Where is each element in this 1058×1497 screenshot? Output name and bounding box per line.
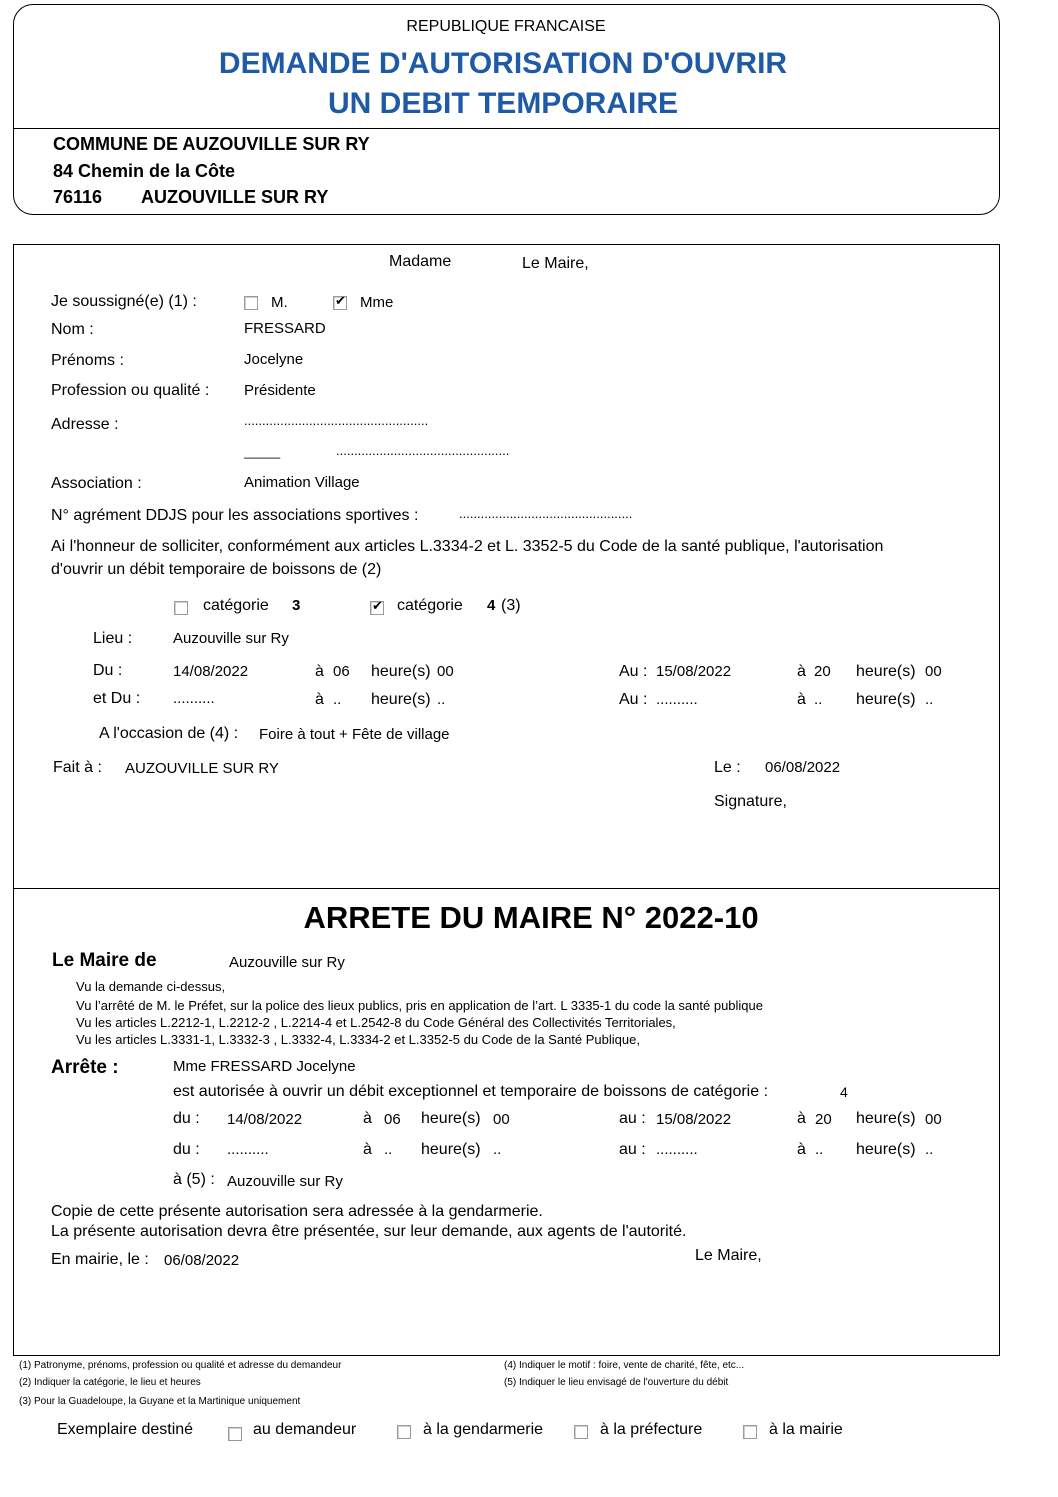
- decree-to2-hours-label: heure(s): [856, 1141, 916, 1158]
- considering-4: Vu les articles L.3331-1, L.3332-3 , L.3332-4, L.3334-2 et L.3352-5 du Code de la Santé Publique,: [76, 1032, 640, 1047]
- date-value[interactable]: 06/08/2022: [765, 759, 841, 776]
- mayor-town: Auzouville sur Ry: [229, 954, 345, 971]
- category4-number: 4: [487, 597, 496, 614]
- category4-note: (3): [501, 597, 521, 614]
- signature-label: Signature,: [714, 793, 787, 810]
- commune-postcode: 76116: [53, 187, 103, 207]
- copy-gendarmerie-label: à la gendarmerie: [423, 1421, 544, 1438]
- decree-to-minutes: 00: [925, 1111, 942, 1128]
- category4-label: catégorie: [397, 597, 463, 614]
- decree-to2-date: ..........: [656, 1141, 698, 1158]
- decree-title: ARRETE DU MAIRE N° 2022-10: [303, 900, 759, 935]
- copy-gendarmerie-checkbox[interactable]: [397, 1425, 411, 1439]
- footnote-3: (3) Pour la Guadeloupe, la Guyane et la Martinique uniquement: [19, 1396, 301, 1407]
- to-hour[interactable]: 20: [814, 663, 831, 680]
- category3-label: catégorie: [203, 597, 269, 614]
- decree-from2-hour: ..: [384, 1141, 393, 1158]
- decree-to-hours-label: heure(s): [856, 1110, 916, 1127]
- decree-from2-minutes: ..: [493, 1141, 502, 1158]
- from-date[interactable]: 14/08/2022: [173, 663, 249, 680]
- copy-destination-label: Exemplaire destiné: [57, 1421, 194, 1438]
- to2-hours-label: heure(s): [856, 691, 916, 708]
- to2-minutes[interactable]: ..: [925, 691, 934, 708]
- considering-1: Vu la demande ci-dessus,: [76, 979, 226, 994]
- decree-place-label: à (5) :: [173, 1171, 215, 1188]
- decree-from2-at-label: à: [363, 1141, 372, 1158]
- place-label: Lieu :: [93, 630, 133, 647]
- decree-category: 4: [840, 1084, 848, 1100]
- decree-to-label: au :: [619, 1110, 646, 1127]
- decree-to2-minutes: ..: [925, 1141, 934, 1158]
- main-form-box: [13, 244, 1000, 1356]
- decree-holder: Mme FRESSARD Jocelyne: [173, 1058, 356, 1075]
- firstname-label: Prénoms :: [51, 352, 124, 369]
- commune-street: 84 Chemin de la Côte: [53, 161, 236, 181]
- place-value[interactable]: Auzouville sur Ry: [173, 630, 289, 647]
- salutation-madame: Madame: [389, 253, 452, 270]
- footnote-2: (2) Indiquer la catégorie, le lieu et heures: [19, 1377, 201, 1388]
- copy-prefecture-checkbox[interactable]: [574, 1425, 588, 1439]
- decree-from-label: du :: [173, 1110, 200, 1127]
- from-hours-label: heure(s): [371, 663, 431, 680]
- town-hall-label: En mairie, le :: [51, 1251, 149, 1268]
- address-postcode[interactable]: _____: [244, 444, 281, 459]
- date-label: Le :: [714, 759, 741, 776]
- mrs-checkbox[interactable]: [333, 293, 347, 310]
- to-at-label: à: [797, 663, 806, 680]
- check-mark-icon: ✔: [372, 598, 383, 613]
- decree-from2-hours-label: heure(s): [421, 1141, 481, 1158]
- decree-to2-at-label: à: [797, 1141, 806, 1158]
- done-at-label: Fait à :: [53, 759, 102, 776]
- association-value[interactable]: Animation Village: [244, 474, 360, 491]
- decree-to-at-label: à: [797, 1110, 806, 1127]
- to-minutes[interactable]: 00: [925, 663, 942, 680]
- to-hours-label: heure(s): [856, 663, 916, 680]
- from2-minutes[interactable]: ..: [437, 691, 446, 708]
- occasion-value[interactable]: Foire à tout + Fête de village: [259, 726, 450, 743]
- salutation-mayor: Le Maire,: [522, 255, 589, 272]
- check-mark-icon: ✔: [335, 293, 346, 308]
- decree-place-value: Auzouville sur Ry: [227, 1173, 343, 1190]
- decree-from-at-label: à: [363, 1110, 372, 1127]
- form-title-line1: DEMANDE D'AUTORISATION D'OUVRIR: [218, 47, 788, 80]
- decree-to-date: 15/08/2022: [656, 1111, 732, 1128]
- category3-number: 3: [292, 597, 301, 614]
- to2-at-label: à: [797, 691, 806, 708]
- decree-from-minutes: 00: [493, 1111, 510, 1128]
- from-hour[interactable]: 06: [333, 663, 350, 680]
- mrs-label: Mme: [360, 294, 394, 311]
- decree-divider: [14, 888, 999, 889]
- considering-3: Vu les articles L.2212-1, L.2212-2 , L.2214-4 et L.2542-8 du Code Général des Collectivités Territoriales,: [76, 1015, 676, 1030]
- commune-city: AUZOUVILLE SUR RY: [141, 187, 329, 207]
- from-label: Du :: [93, 662, 123, 679]
- mr-checkbox[interactable]: [244, 296, 258, 310]
- mr-label: M.: [271, 294, 288, 311]
- undersigned-label: Je soussigné(e) (1) :: [51, 293, 197, 310]
- decree-to2-label: au :: [619, 1141, 646, 1158]
- address-line1[interactable]: ...................................................: [244, 413, 429, 428]
- done-at-value[interactable]: AUZOUVILLE SUR RY: [125, 760, 279, 777]
- address-label: Adresse :: [51, 416, 119, 433]
- decree-from-date: 14/08/2022: [227, 1111, 303, 1128]
- decree-from2-label: du :: [173, 1141, 200, 1158]
- decree-to-hour: 20: [815, 1111, 832, 1128]
- decree-from2-date: ..........: [227, 1141, 269, 1158]
- from2-date[interactable]: ..........: [173, 690, 215, 707]
- to2-hour[interactable]: ..: [814, 691, 823, 708]
- to2-date[interactable]: ..........: [656, 691, 698, 708]
- from2-hour[interactable]: ..: [333, 691, 342, 708]
- honour-text-line2: d'ouvrir un débit temporaire de boissons de (2): [51, 561, 382, 578]
- orders-label: Arrête :: [51, 1057, 119, 1078]
- to-label: Au :: [619, 663, 648, 680]
- considering-2: Vu l’arrêté de M. le Préfet, sur la police des lieux publics, pris en application de l’art. L 3335-1 du code la santé publique: [76, 998, 763, 1013]
- copy-prefecture-label: à la préfecture: [600, 1421, 703, 1438]
- from2-label: et Du :: [93, 690, 141, 707]
- copy-applicant-label: au demandeur: [253, 1421, 357, 1438]
- authorized-text: est autorisée à ouvrir un débit exceptionnel et temporaire de boissons de catégorie :: [173, 1083, 769, 1100]
- mayor-signature-label: Le Maire,: [695, 1247, 762, 1264]
- address-line2[interactable]: ................................................: [336, 443, 510, 458]
- association-label: Association :: [51, 475, 142, 492]
- copy-town-hall-checkbox[interactable]: [743, 1425, 757, 1439]
- name-value[interactable]: FRESSARD: [244, 320, 326, 337]
- profession-label: Profession ou qualité :: [51, 382, 210, 399]
- ddjs-value[interactable]: ................................................: [459, 506, 633, 521]
- from-at-label: à: [315, 663, 324, 680]
- mayor-of-label: Le Maire de: [52, 950, 157, 971]
- copy-notice-line1: Copie de cette présente autorisation sera adressée à la gendarmerie.: [51, 1203, 543, 1220]
- copy-notice-line2: La présente autorisation devra être présentée, sur leur demande, aux agents de l'autorité.: [51, 1223, 687, 1240]
- decree-from-hours-label: heure(s): [421, 1110, 481, 1127]
- footnote-1: (1) Patronyme, prénoms, profession ou qualité et adresse du demandeur: [19, 1360, 342, 1371]
- name-label: Nom :: [51, 321, 94, 338]
- header-divider: [14, 128, 999, 129]
- from-minutes[interactable]: 00: [437, 663, 454, 680]
- from2-hours-label: heure(s): [371, 691, 431, 708]
- copy-town-hall-label: à la mairie: [769, 1421, 843, 1438]
- to-date[interactable]: 15/08/2022: [656, 663, 732, 680]
- form-title-line2: UN DEBIT TEMPORAIRE: [327, 87, 678, 120]
- commune-name: COMMUNE DE AUZOUVILLE SUR RY: [53, 134, 370, 154]
- decree-to2-hour: ..: [815, 1141, 824, 1158]
- occasion-label: A l'occasion de (4) :: [99, 725, 239, 742]
- firstname-value[interactable]: Jocelyne: [244, 351, 304, 368]
- profession-value[interactable]: Présidente: [244, 382, 316, 399]
- category4-checkbox[interactable]: [370, 598, 384, 615]
- ddjs-label: N° agrément DDJS pour les associations sportives :: [51, 507, 419, 524]
- from2-at-label: à: [315, 691, 324, 708]
- country-label: REPUBLIQUE FRANCAISE: [406, 18, 606, 35]
- town-hall-date: 06/08/2022: [164, 1252, 240, 1269]
- category3-checkbox[interactable]: [174, 601, 188, 615]
- decree-from-hour: 06: [384, 1111, 401, 1128]
- footnote-4: (4) Indiquer le motif : foire, vente de charité, fête, etc...: [504, 1360, 745, 1371]
- copy-applicant-checkbox[interactable]: [228, 1427, 242, 1441]
- honour-text-line1: Ai l'honneur de solliciter, conformément aux articles L.3334-2 et L. 3352-5 du Code de la santé publique, l'autorisation: [51, 538, 884, 555]
- to2-label: Au :: [619, 691, 648, 708]
- footnote-5: (5) Indiquer le lieu envisagé de l'ouverture du débit: [504, 1377, 729, 1388]
